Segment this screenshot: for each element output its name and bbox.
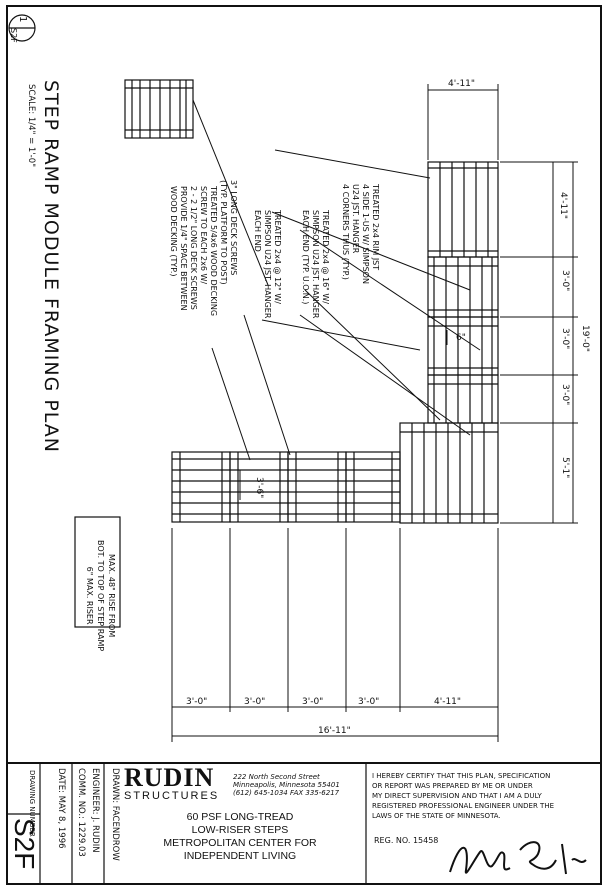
engineer-signature (440, 830, 590, 882)
dim-v-bottom: 5'-1" (560, 457, 570, 479)
lower-step-frames (172, 452, 400, 522)
engineer: ENGINEER: J. RUDIN (90, 768, 100, 853)
top-dimension-line (428, 84, 498, 160)
dim-v-total: 19'-0" (580, 325, 590, 353)
dim-v-30b: 3'-0" (560, 328, 570, 350)
horizontal-dimension-lines (172, 528, 498, 742)
dim-h-4: 3'-0" (358, 697, 380, 707)
note-wood-decking: TREATED 5/4x6 WOOD DECKING SCREW TO EACH 2x6 W/ 2 - 2 1/2" LONG DECK SCREWS PROVIDE 1/4" SPACE BETWEEN WOOD DECKING (TYP.) (169, 186, 218, 317)
sheet-border (7, 6, 601, 884)
detail-ref-number: 1 (17, 16, 28, 23)
dim-h-5: 4'-11" (434, 697, 462, 707)
detail-sheet-ref: S2F (9, 28, 18, 43)
drawing-scale: SCALE: 1/4" = 1'-0" (26, 84, 36, 168)
drawing-title: STEP RAMP MODULE FRAMING PLAN (40, 80, 62, 454)
date: DATE: MAY 8, 1996 (56, 768, 66, 849)
note-rim-joist: TREATED 2x4 RIM JST 4 SIDE 1-US W/ SIMPSON U24 JST. HANGER 4 CORNERS THUS (TYP.) (341, 184, 380, 284)
dim-inner-6: 6" (456, 333, 466, 343)
dim-top-width: 4'-11" (448, 79, 476, 89)
dim-v-30c: 3'-0" (560, 384, 570, 406)
firm-name: RUDIN (124, 763, 215, 792)
corner-detail (125, 80, 193, 138)
dim-v-top: 4'-11" (558, 192, 568, 220)
note-deck-screws: 3" LONG DECK SCREWS (TYP. PLATFORM TO POST) (219, 180, 238, 285)
note-joist-12: TREATED 2x4 @ 12" W/ SIMPSON U24 JST. HANGER EACH END (253, 210, 282, 319)
dim-h-1: 3'-0" (186, 697, 208, 707)
drawn-by: DRAWN: FACENDROW (110, 768, 120, 861)
note-joist-16: TREATED 2x4 @ 16" W/ SIMPSON U24 JST. HANGER EACH END (TYP. U.O.N.) (301, 210, 330, 319)
firm-address: 222 North Second Street Minneapolis, Minnesota 55401 (612) 645-1034 FAX 335-6217 (233, 773, 340, 797)
dim-v-30a: 3'-0" (560, 270, 570, 292)
rise-note: MAX. 48" RISE FROM BOT. TO TOP OF STEP RAMP 6" MAX. RISER (85, 540, 116, 652)
corner-landing-frame (400, 423, 498, 523)
firm-subname: STRUCTURES (124, 790, 220, 802)
registration-number: REG. NO. 15458 (374, 836, 439, 845)
certification-text: I HEREBY CERTIFY THAT THIS PLAN, SPECIFICATION OR REPORT WAS PREPARED BY ME OR UNDER MY DIRECT SUPERVISION AND THAT I AM A DULY REGISTERED PROFESSIONAL ENGINEER UNDER THE LAWS OF THE STATE OF MINNESOTA. (372, 772, 555, 820)
upper-landing-frame (428, 162, 498, 257)
dim-h-2: 3'-0" (244, 697, 266, 707)
dim-h-3: 3'-0" (302, 697, 324, 707)
firm-logo (124, 765, 219, 802)
project-title: 60 PSF LONG-TREAD LOW-RISER STEPS METROPOLITAN CENTER FOR INDEPENDENT LIVING (163, 811, 317, 862)
comm-no: COMM. NO.: 1229.03 (76, 768, 86, 857)
drawing-number: S2F (9, 818, 40, 870)
dim-inner-36: 3'-6" (254, 477, 264, 499)
drawing-number-label: DRAWING NUMBER (28, 770, 36, 837)
dim-h-total: 16'-11" (318, 726, 351, 736)
